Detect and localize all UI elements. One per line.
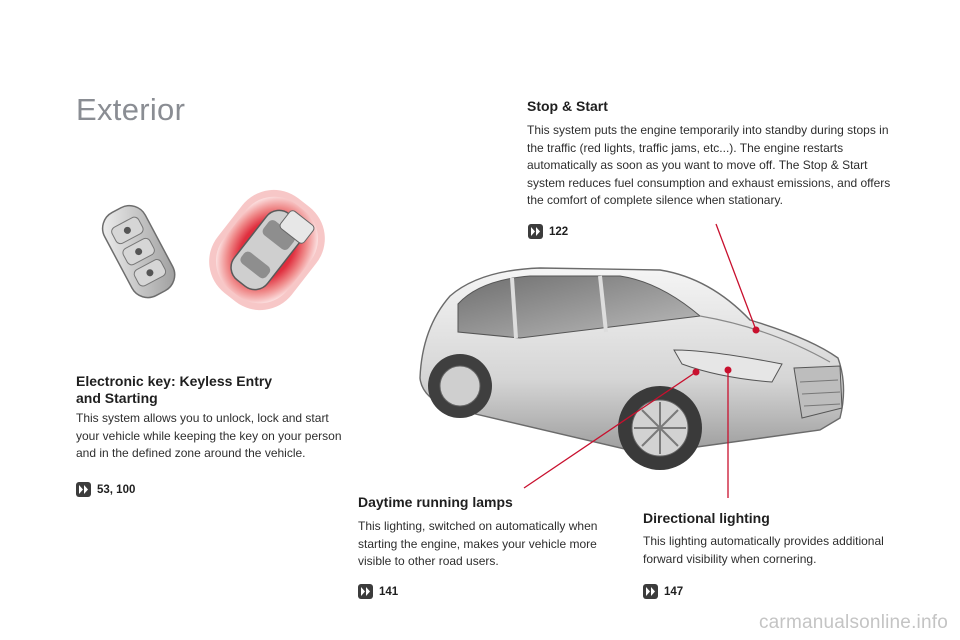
stop-start-text: This system puts the engine temporarily into standby during stops in the traffic (red lights, traffic jams, etc...). The engine restarts automatically as soon as you want to move off. The Stop & Start system reduces fuel consumption and exhaust emissions, and offers the comfort of complete silence when stationary. [527,123,891,207]
leader-dot-drl [693,369,700,376]
directional-text: This lighting automatically provides additional forward visibility when cornering. [643,534,884,566]
keyless-pages: 53, 100 [97,483,136,496]
keyless-heading-line1: Electronic key: Keyless Entry [76,373,273,389]
drl-page-ref[interactable] [358,584,398,599]
stop-start-pages: 122 [549,225,569,238]
page-reference-icon [643,584,658,599]
leader-dot-directional [725,367,732,374]
directional-page-ref[interactable] [643,584,683,599]
leader-drl [524,372,696,488]
page-reference-icon [76,482,91,497]
drl-pages: 141 [379,585,399,598]
keyless-heading [76,373,326,407]
keyless-heading-line2: and Starting [76,390,158,406]
page-reference-icon [358,584,373,599]
stop-start-heading: Stop & Start [527,98,608,114]
drl-heading: Daytime running lamps [358,494,513,510]
leader-dot-stop-start [753,327,760,334]
page-title: Exterior [76,92,186,127]
directional-pages: 147 [664,585,684,598]
keyless-page-ref[interactable] [76,482,135,497]
stop-start-page-ref[interactable] [528,224,568,239]
directional-heading: Directional lighting [643,510,770,526]
keyless-text: This system allows you to unlock, lock and start your vehicle while keeping the key on your person and in the defined zone around the vehicle. [76,411,342,460]
page-reference-icon [528,224,543,239]
watermark: carmanualsonline.info [758,612,948,633]
leader-stop-start [716,224,756,330]
drl-text: This lighting, switched on automatically when starting the engine, makes your vehicle more visible to other road users. [358,519,598,568]
